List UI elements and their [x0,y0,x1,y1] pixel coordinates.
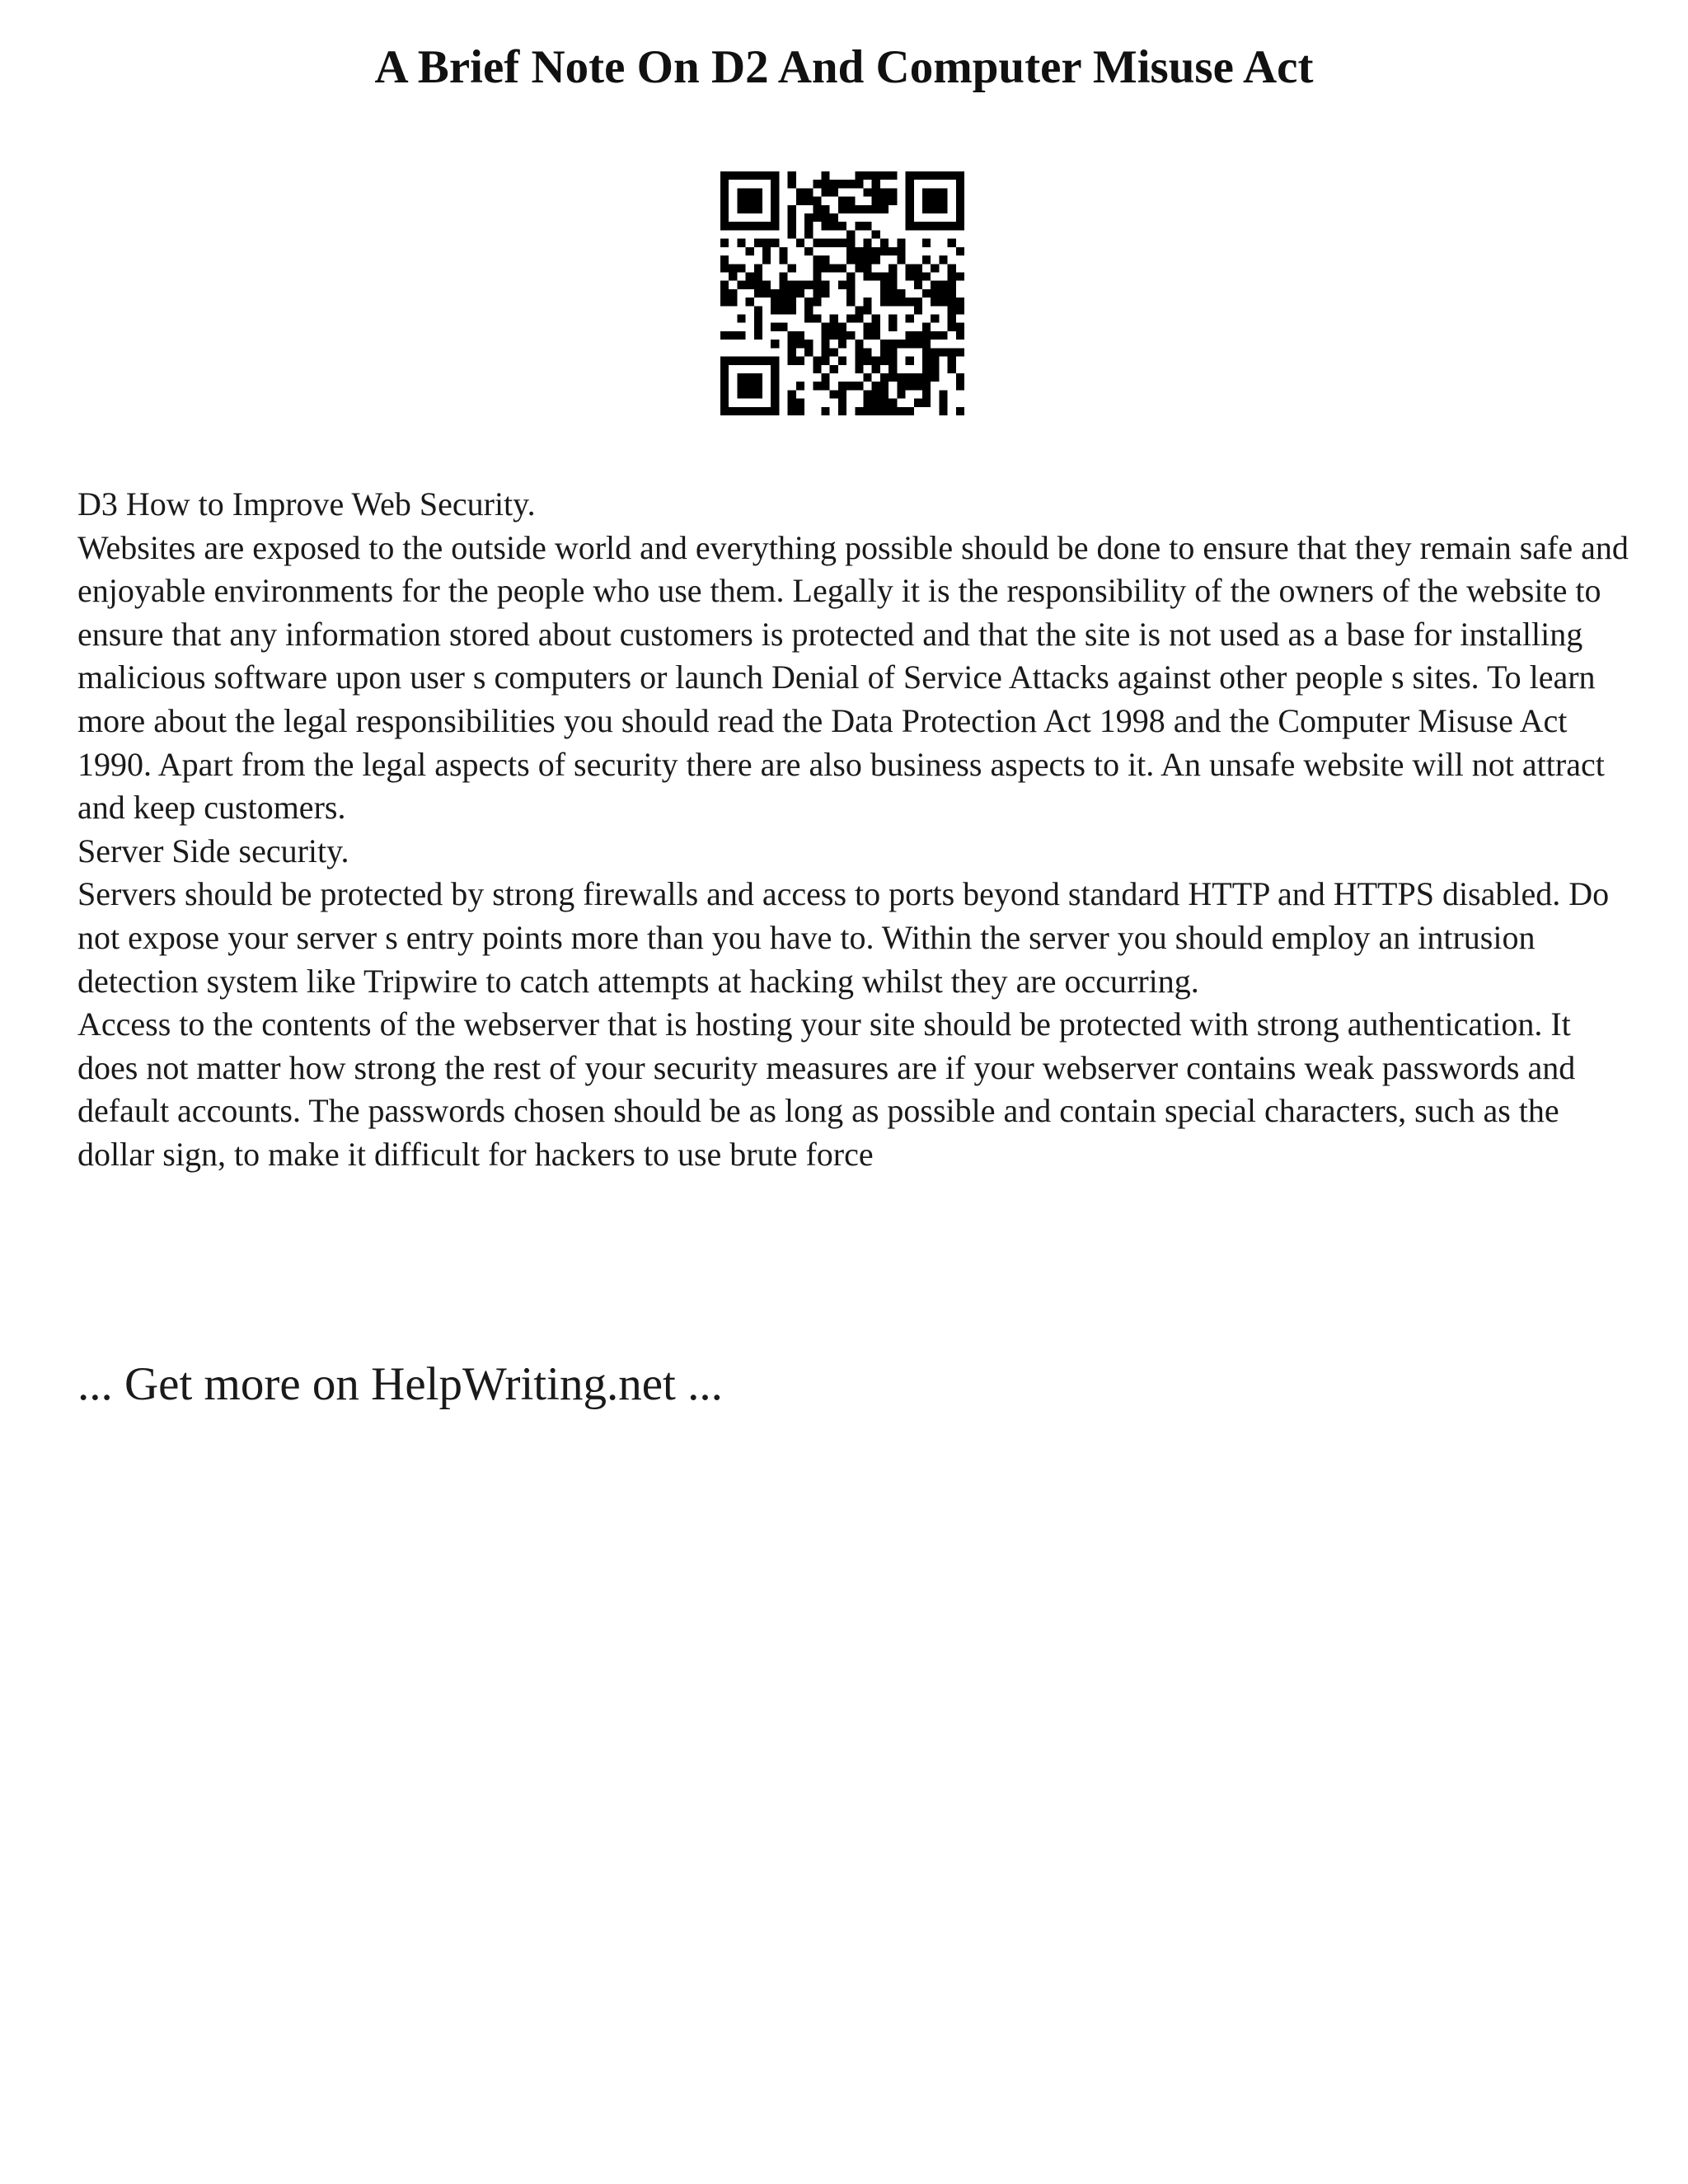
document-body [77,483,1635,1177]
qr-code-icon[interactable] [720,171,964,415]
document-title: A Brief Note On D2 And Computer Misuse Act [374,41,1314,93]
paragraph-access: Access to the contents of the webserver that is hosting your site should be protected with strong authentication. It does not matter how strong the rest of your security measures are if your webserver contains weak passwords and default accounts. The passwords chosen should be as long as possible and contain special characters, such as the dollar sign, to make it difficult for hackers to use brute force [77,1005,1576,1173]
paragraph-heading-d3: D3 How to Improve Web Security. [77,485,536,523]
get-more-link[interactable]: ... Get more on HelpWriting.net ... [77,1358,723,1410]
paragraph-heading-server-side: Server Side security. [77,832,349,869]
paragraph-servers: Servers should be protected by strong firewalls and access to ports beyond standard HTTP and HTTPS disabled. Do not expose your server s entry points more than you have to. Within the server you should employ an intrusion detection system like Tripwire to catch attempts at hacking whilst they are occurring. [77,875,1610,1000]
paragraph-intro: Websites are exposed to the outside world and everything possible should be done to ensure that they remain safe and enjoyable environments for the people who use them. Legally it is the responsibility of the owners of the website to ensure that any information stored about customers is protected and that the site is not used as a base for installing malicious software upon user s computers or launch Denial of Service Attacks against other people s sites. To learn more about the legal responsibilities you should read the Data Protection Act 1998 and the Computer Misuse Act 1990. Apart from the legal aspects of security there are also business aspects to it. An unsafe website will not attract and keep customers. [77,528,1629,827]
